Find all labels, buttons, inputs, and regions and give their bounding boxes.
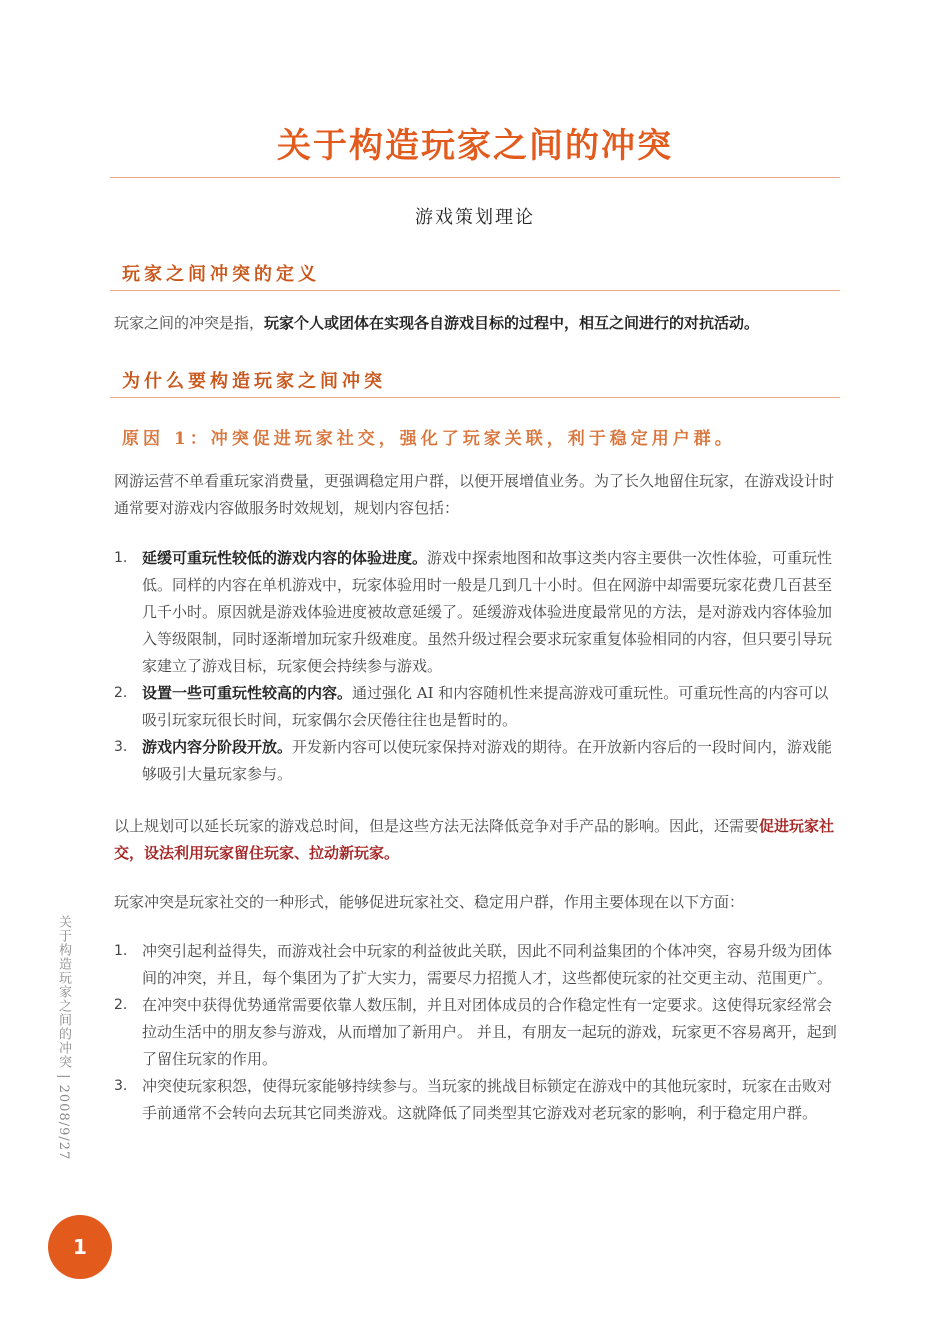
intro-paragraph: 网游运营不单看重玩家消费量，更强调稳定用户群，以便开展增值业务。为了长久地留住玩家，在游戏设计时通常要对游戏内容做服务时效规划，规划内容包括： [114,472,835,517]
sidebar-header [54,915,70,1195]
conflict-effects-list [114,938,838,1127]
section-heading-why: 为什么要构造玩家之间冲突 [122,371,386,392]
list-number: 2. [114,997,128,1013]
reason-heading: 原因 1：冲突促进玩家社交，强化了玩家关联，利于稳定用户群。 [122,429,736,449]
list-number: 1. [114,550,128,566]
document-title: 关于构造玩家之间的冲突 [277,126,673,166]
list-item-text: 在冲突中获得优势通常需要依靠人数压制，并且对团体成员的合作稳定性有一定要求。这使得玩家经常会拉动生活中的朋友参与游戏，从而增加了新用户。 并且，有朋友一起玩的游戏，玩家更不容易离开，起到了留住玩家的作用。 [142,996,837,1068]
social-paragraph [114,813,838,867]
list-number: 3. [114,1078,128,1094]
section-divider [110,397,840,398]
list-item-text: 冲突使玩家积怨，使得玩家能够持续参与。当玩家的挑战目标锁定在游戏中的其他玩家时，玩家在击败对手前通常不会转向去玩其它同类游戏。这就降低了同类型其它游戏对老玩家的影响，利于稳定用户群。 [142,1077,833,1122]
definition-bold: 玩家个人或团体在实现各自游戏目标的过程中，相互之间进行的对抗活动。 [264,314,760,332]
list-number: 1. [114,943,128,959]
social-lead: 以上规划可以延长玩家的游戏总时间，但是这些方法无法降低竞争对手产品的影响。因此，还需要 [114,817,760,835]
list-item [114,734,838,788]
planning-list [114,545,838,788]
list-item [114,680,838,734]
list-item [114,938,838,992]
section-divider [110,290,840,291]
list-number: 3. [114,739,128,755]
document-subtitle: 游戏策划理论 [415,207,535,228]
definition-paragraph [114,310,838,337]
list-item [114,992,838,1073]
list-item-bold: 延缓可重玩性较低的游戏内容的体验进度。 [142,549,428,567]
list-item-text: 通过强化 AI 和内容随机性来提高游戏可重玩性。可重玩性高的内容可以吸引玩家玩很长时间，玩家偶尔会厌倦往往也是暂时的。 [142,684,829,729]
list-item-bold: 设置一些可重玩性较高的内容。 [142,684,353,702]
section-heading-definition: 玩家之间冲突的定义 [122,264,320,285]
title-divider [110,177,840,178]
list-item-text: 冲突引起利益得失，而游戏社会中玩家的利益彼此关联，因此不同利益集团的个体冲突，容易升级为团体间的冲突，并且，每个集团为了扩大实力，需要尽力招揽人才，这些都使玩家的社交更主动、范围更广。 [142,942,833,987]
list-item-text: 开发新内容可以使玩家保持对游戏的期待。在开放新内容后的一段时间内，游戏能够吸引大量玩家参与。 [142,738,833,783]
social-emphasis: 促进玩家社交，设法利用玩家留住玩家、拉动新玩家。 [114,817,835,862]
list-item-text: 游戏中探索地图和故事这类内容主要供一次性体验，可重玩性低。同样的内容在单机游戏中，玩家体验用时一般是几到几十小时。但在网游中却需要玩家花费几百甚至几千小时。原因就是游戏体验进度被故意延缓了。延缓游戏体验进度最常见的方法，是对游戏内容体验加入等级限制，同时逐渐增加玩家升级难度。虽然升级过程会要求玩家重复体验相同的内容，但只要引导玩家建立了游戏目标，玩家便会持续参与游戏。 [142,549,833,675]
list-item [114,1073,838,1127]
list-number: 2. [114,685,128,701]
definition-lead: 玩家之间的冲突是指， [114,314,265,332]
list-item [114,545,838,680]
conflict-paragraph: 玩家冲突是玩家社交的一种形式，能够促进玩家社交、稳定用户群，作用主要体现在以下方面： [114,893,745,911]
page-number-badge: 1 [48,1215,112,1279]
list-item-bold: 游戏内容分阶段开放。 [142,738,293,756]
sidebar-title-date: 关于构造玩家之间的冲突 | 2008/9/27 [56,915,71,1161]
